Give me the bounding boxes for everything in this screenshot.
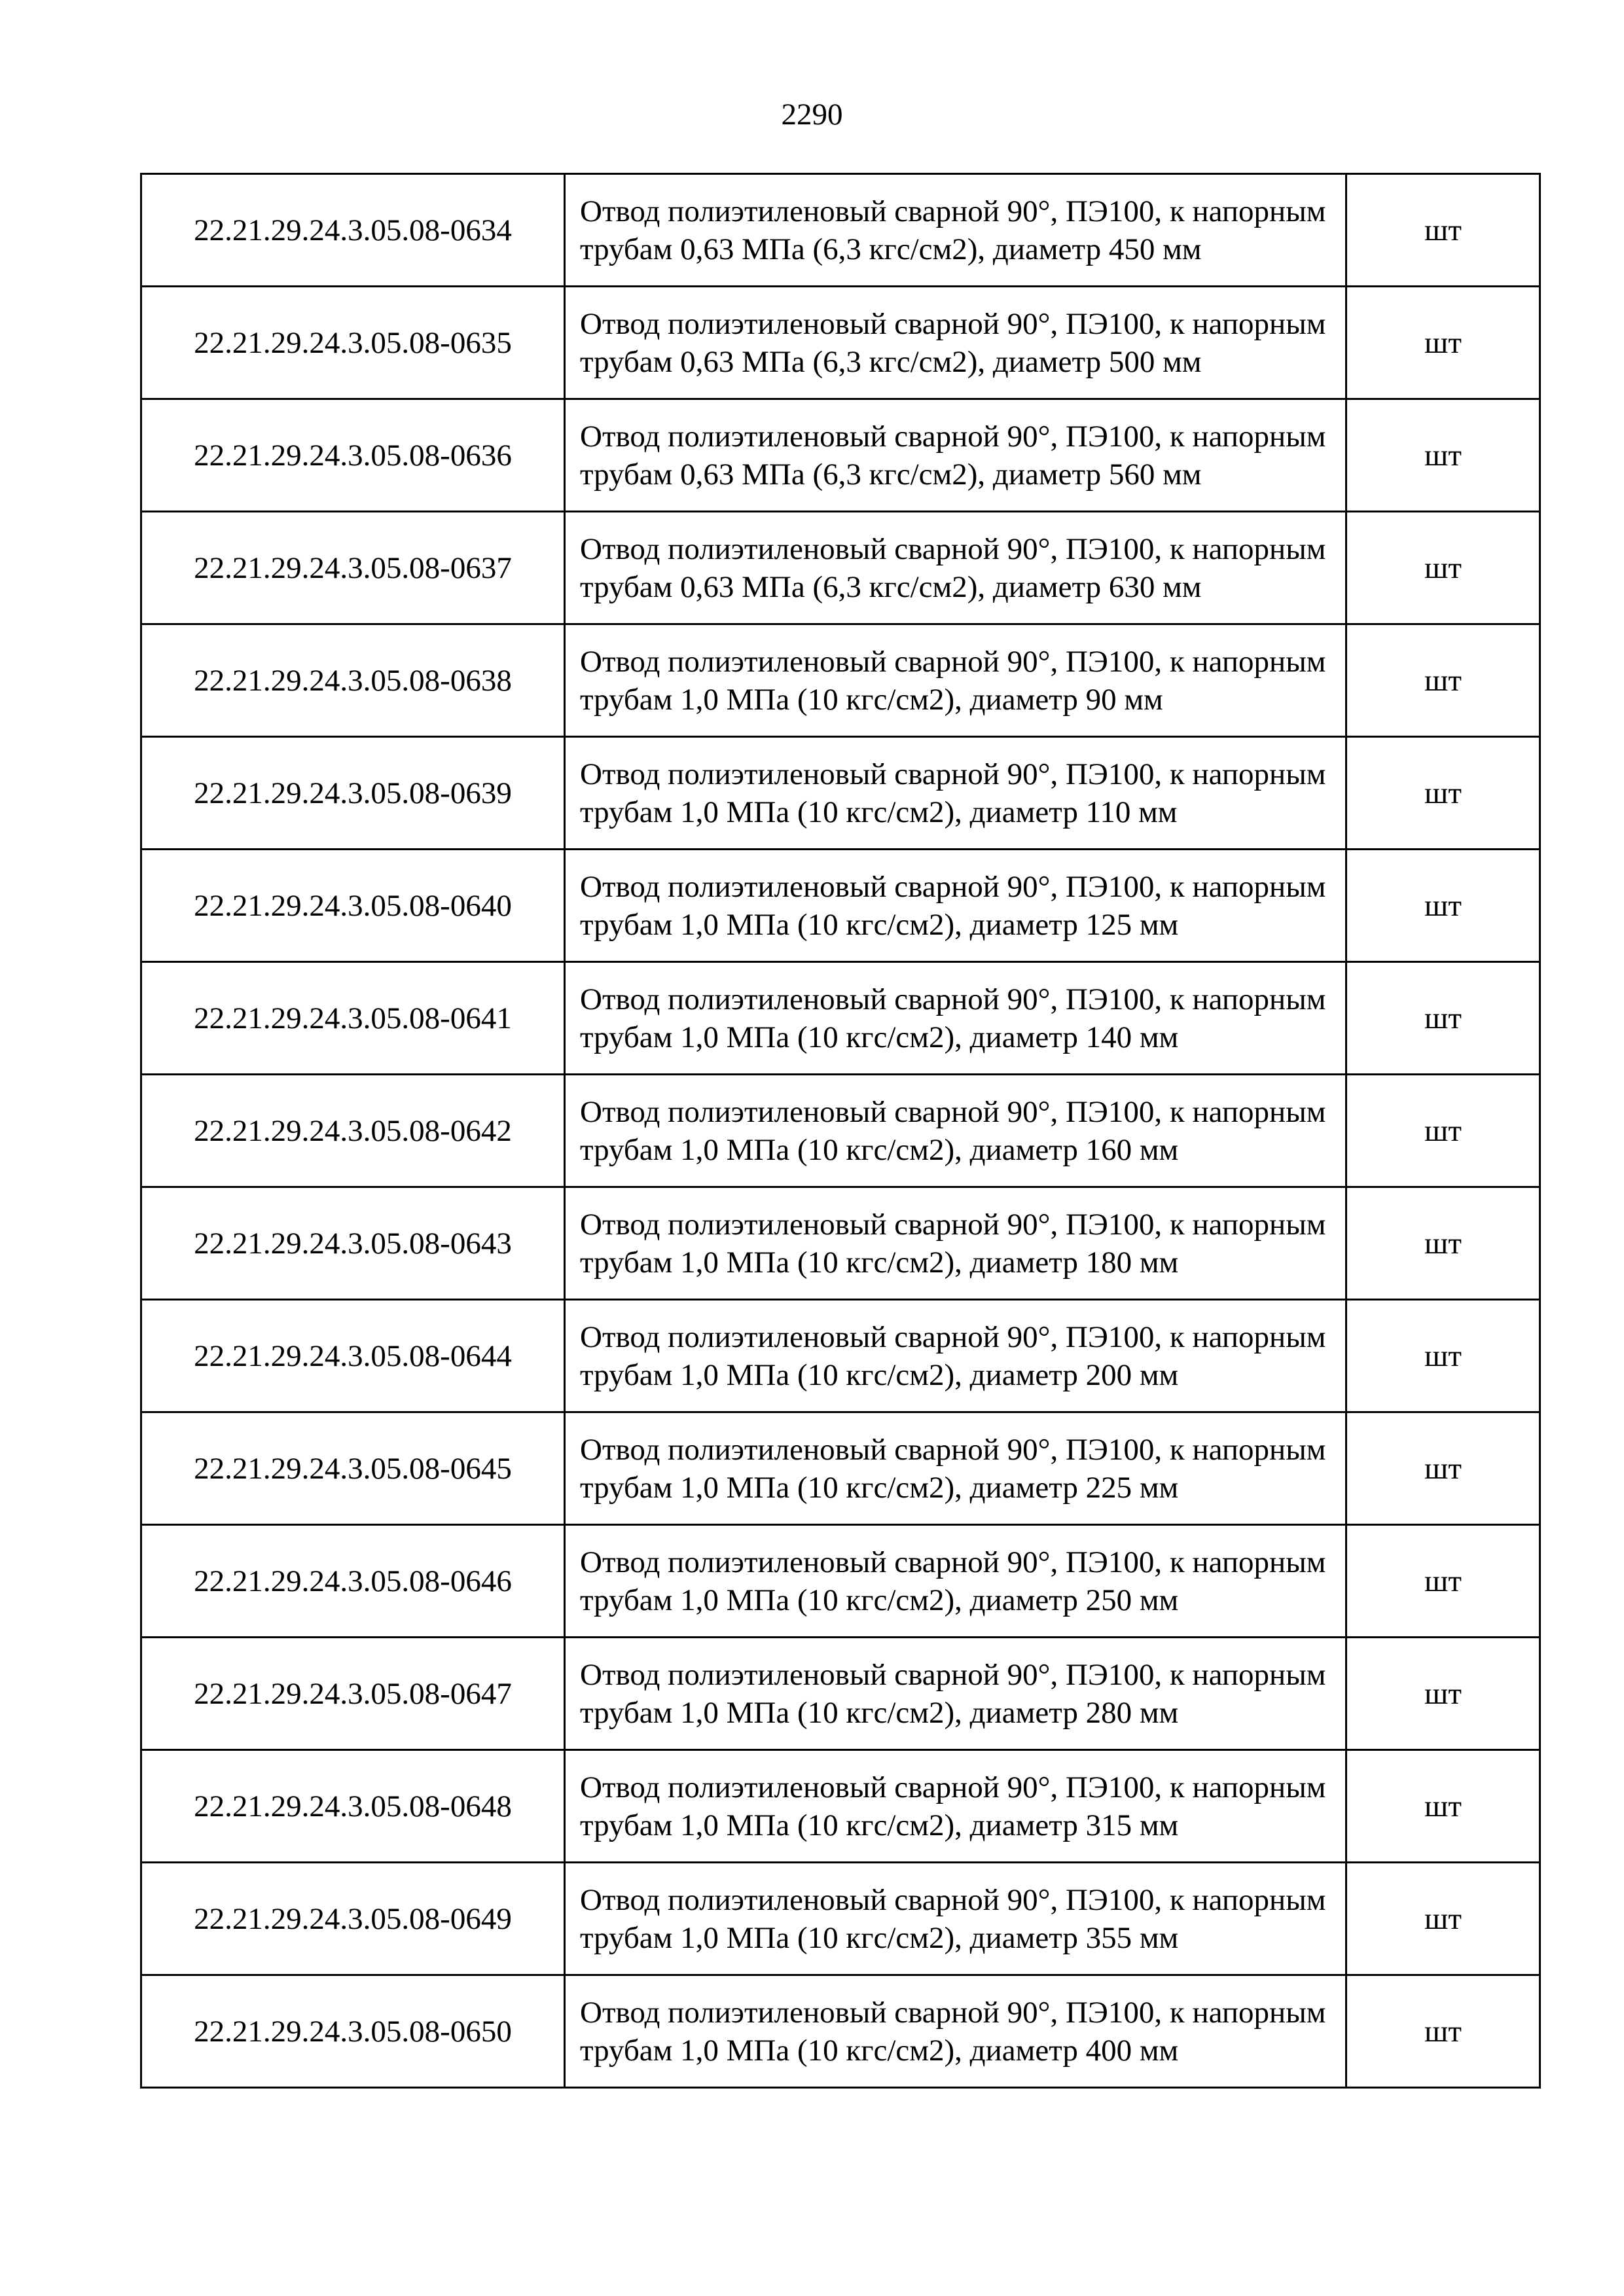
unit-cell: шт <box>1346 850 1540 962</box>
resource-description-cell: Отвод полиэтиленовый сварной 90°, ПЭ100, к напорным трубам 1,0 МПа (10 кгс/см2), диаметр 90 мм <box>565 624 1346 737</box>
resource-code-cell: 22.21.29.24.3.05.08-0646 <box>141 1525 565 1638</box>
resource-description-cell: Отвод полиэтиленовый сварной 90°, ПЭ100, к напорным трубам 1,0 МПа (10 кгс/см2), диаметр 180 мм <box>565 1187 1346 1300</box>
unit-cell: шт <box>1346 1638 1540 1750</box>
unit-cell: шт <box>1346 1412 1540 1525</box>
resource-code-cell: 22.21.29.24.3.05.08-0650 <box>141 1975 565 2088</box>
table-row <box>141 512 1540 624</box>
table-row <box>141 1863 1540 1975</box>
unit-cell: шт <box>1346 737 1540 850</box>
table-row <box>141 1975 1540 2088</box>
resource-description-cell: Отвод полиэтиленовый сварной 90°, ПЭ100, к напорным трубам 1,0 МПа (10 кгс/см2), диаметр 355 мм <box>565 1863 1346 1975</box>
resource-code-cell: 22.21.29.24.3.05.08-0643 <box>141 1187 565 1300</box>
table-row <box>141 1300 1540 1412</box>
resource-table <box>140 173 1541 2089</box>
resource-code-cell: 22.21.29.24.3.05.08-0637 <box>141 512 565 624</box>
table-body <box>141 174 1540 2088</box>
unit-cell: шт <box>1346 399 1540 512</box>
unit-cell: шт <box>1346 1750 1540 1863</box>
resource-description-cell: Отвод полиэтиленовый сварной 90°, ПЭ100, к напорным трубам 0,63 МПа (6,3 кгс/см2), диаметр 630 мм <box>565 512 1346 624</box>
resource-code-cell: 22.21.29.24.3.05.08-0635 <box>141 287 565 399</box>
resource-description-cell: Отвод полиэтиленовый сварной 90°, ПЭ100, к напорным трубам 1,0 МПа (10 кгс/см2), диаметр 160 мм <box>565 1075 1346 1187</box>
table-row <box>141 1075 1540 1187</box>
unit-cell: шт <box>1346 174 1540 287</box>
resource-description-cell: Отвод полиэтиленовый сварной 90°, ПЭ100, к напорным трубам 0,63 МПа (6,3 кгс/см2), диаметр 450 мм <box>565 174 1346 287</box>
unit-cell: шт <box>1346 1075 1540 1187</box>
resource-code-cell: 22.21.29.24.3.05.08-0644 <box>141 1300 565 1412</box>
unit-cell: шт <box>1346 1187 1540 1300</box>
resource-code-cell: 22.21.29.24.3.05.08-0649 <box>141 1863 565 1975</box>
unit-cell: шт <box>1346 962 1540 1075</box>
table-row <box>141 737 1540 850</box>
unit-cell: шт <box>1346 1863 1540 1975</box>
resource-code-cell: 22.21.29.24.3.05.08-0647 <box>141 1638 565 1750</box>
table-row <box>141 399 1540 512</box>
unit-cell: шт <box>1346 1300 1540 1412</box>
resource-code-cell: 22.21.29.24.3.05.08-0641 <box>141 962 565 1075</box>
resource-code-cell: 22.21.29.24.3.05.08-0634 <box>141 174 565 287</box>
table-row <box>141 1750 1540 1863</box>
resource-code-cell: 22.21.29.24.3.05.08-0636 <box>141 399 565 512</box>
resource-description-cell: Отвод полиэтиленовый сварной 90°, ПЭ100, к напорным трубам 1,0 МПа (10 кгс/см2), диаметр 250 мм <box>565 1525 1346 1638</box>
resource-description-cell: Отвод полиэтиленовый сварной 90°, ПЭ100, к напорным трубам 1,0 МПа (10 кгс/см2), диаметр 200 мм <box>565 1300 1346 1412</box>
resource-description-cell: Отвод полиэтиленовый сварной 90°, ПЭ100, к напорным трубам 1,0 МПа (10 кгс/см2), диаметр 280 мм <box>565 1638 1346 1750</box>
resource-code-cell: 22.21.29.24.3.05.08-0638 <box>141 624 565 737</box>
table-row <box>141 287 1540 399</box>
unit-cell: шт <box>1346 1975 1540 2088</box>
page-number: 2290 <box>781 98 843 132</box>
resource-code-cell: 22.21.29.24.3.05.08-0642 <box>141 1075 565 1187</box>
resource-description-cell: Отвод полиэтиленовый сварной 90°, ПЭ100, к напорным трубам 1,0 МПа (10 кгс/см2), диаметр 400 мм <box>565 1975 1346 2088</box>
resource-code-cell: 22.21.29.24.3.05.08-0640 <box>141 850 565 962</box>
table-row <box>141 1638 1540 1750</box>
table-row <box>141 174 1540 287</box>
unit-cell: шт <box>1346 1525 1540 1638</box>
table-row <box>141 962 1540 1075</box>
unit-cell: шт <box>1346 624 1540 737</box>
resource-description-cell: Отвод полиэтиленовый сварной 90°, ПЭ100, к напорным трубам 0,63 МПа (6,3 кгс/см2), диаметр 500 мм <box>565 287 1346 399</box>
table-row <box>141 1187 1540 1300</box>
table-row <box>141 1525 1540 1638</box>
unit-cell: шт <box>1346 512 1540 624</box>
table-row <box>141 850 1540 962</box>
resource-description-cell: Отвод полиэтиленовый сварной 90°, ПЭ100, к напорным трубам 1,0 МПа (10 кгс/см2), диаметр 315 мм <box>565 1750 1346 1863</box>
table-row <box>141 624 1540 737</box>
resource-description-cell: Отвод полиэтиленовый сварной 90°, ПЭ100, к напорным трубам 0,63 МПа (6,3 кгс/см2), диаметр 560 мм <box>565 399 1346 512</box>
unit-cell: шт <box>1346 287 1540 399</box>
resource-code-cell: 22.21.29.24.3.05.08-0639 <box>141 737 565 850</box>
resource-description-cell: Отвод полиэтиленовый сварной 90°, ПЭ100, к напорным трубам 1,0 МПа (10 кгс/см2), диаметр 125 мм <box>565 850 1346 962</box>
resource-description-cell: Отвод полиэтиленовый сварной 90°, ПЭ100, к напорным трубам 1,0 МПа (10 кгс/см2), диаметр 140 мм <box>565 962 1346 1075</box>
resource-description-cell: Отвод полиэтиленовый сварной 90°, ПЭ100, к напорным трубам 1,0 МПа (10 кгс/см2), диаметр 110 мм <box>565 737 1346 850</box>
resource-description-cell: Отвод полиэтиленовый сварной 90°, ПЭ100, к напорным трубам 1,0 МПа (10 кгс/см2), диаметр 225 мм <box>565 1412 1346 1525</box>
resource-code-cell: 22.21.29.24.3.05.08-0645 <box>141 1412 565 1525</box>
table-row <box>141 1412 1540 1525</box>
resource-code-cell: 22.21.29.24.3.05.08-0648 <box>141 1750 565 1863</box>
